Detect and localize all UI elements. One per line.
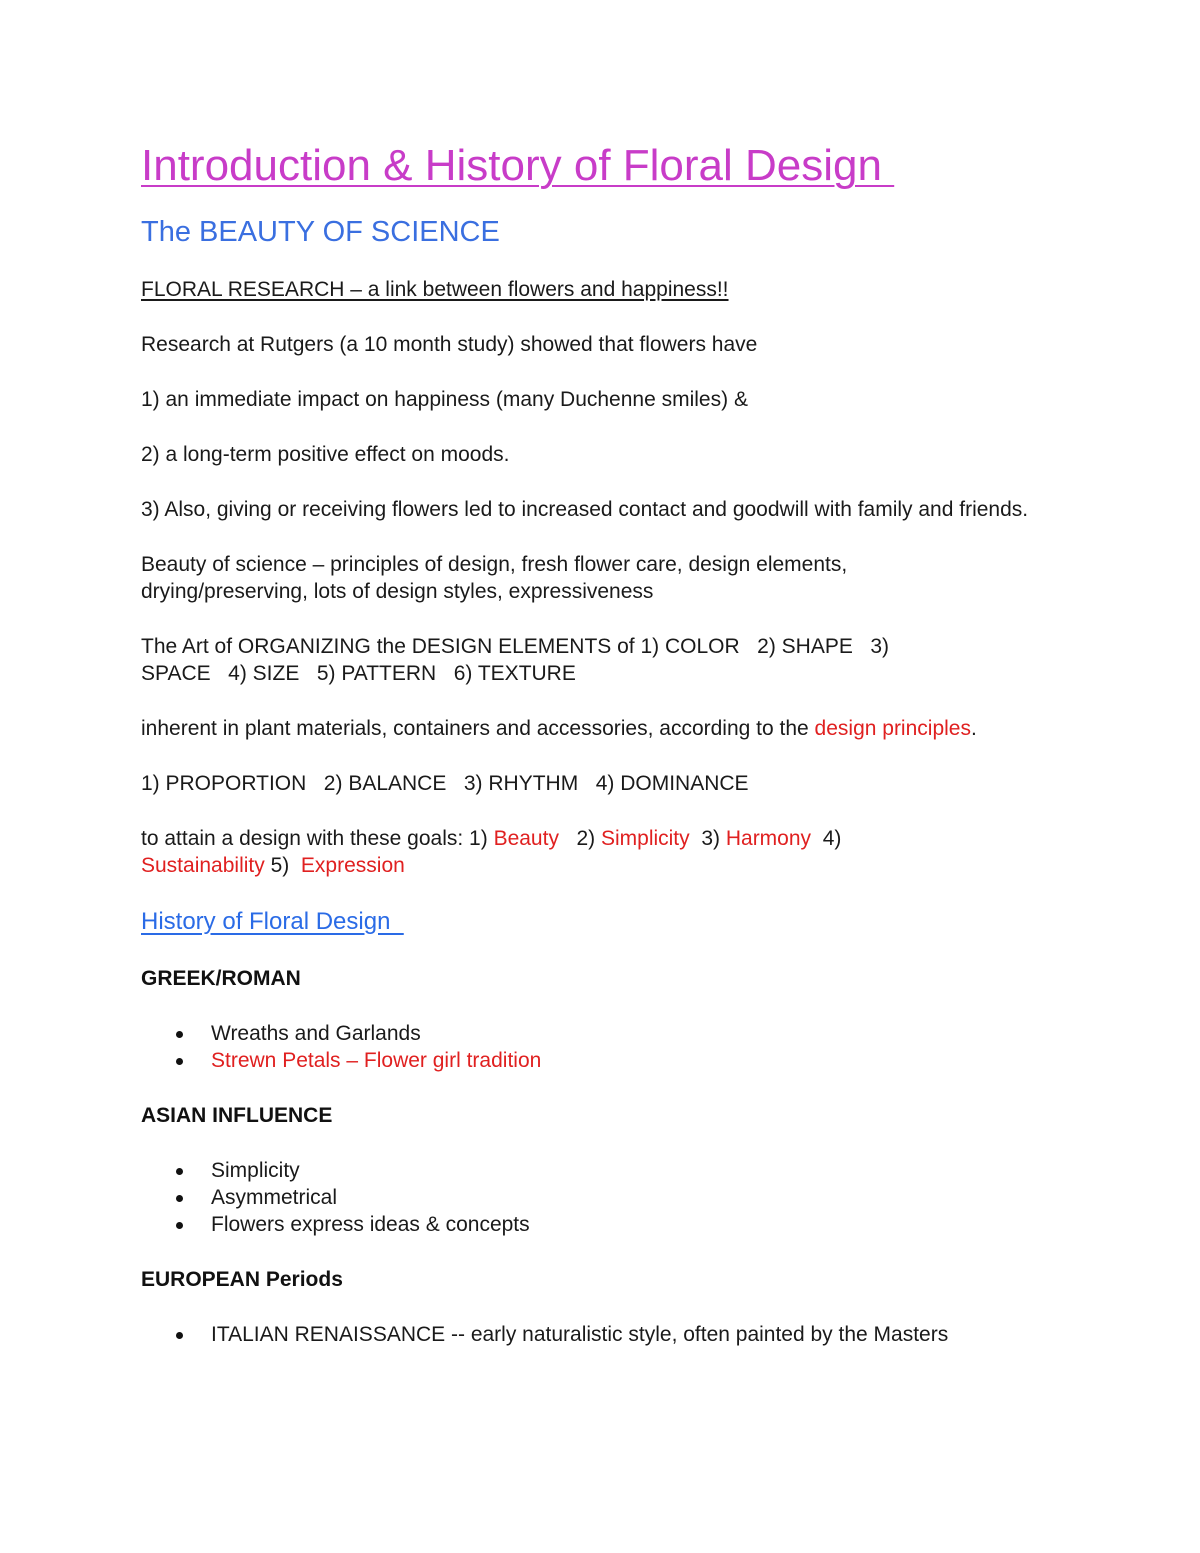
research-intro: Research at Rutgers (a 10 month study) showed that flowers have [141, 332, 758, 356]
inherent-text [141, 715, 981, 742]
bullet-icon [176, 1168, 183, 1175]
design-principles-highlight: design principles [814, 716, 971, 740]
document-subtitle: The BEAUTY OF SCIENCE [141, 215, 500, 248]
research-heading: FLORAL RESEARCH – a link between flowers and happiness!! [141, 277, 729, 301]
goal-sustainability: Sustainability [141, 853, 265, 877]
list-item-text: ITALIAN RENAISSANCE -- early naturalistic style, often painted by the Masters [211, 1322, 949, 1346]
list-item [141, 1157, 1071, 1184]
list-item [141, 1020, 1071, 1047]
list-item [141, 1047, 1071, 1074]
goals-sep-3: 3) [689, 826, 726, 850]
design-elements-line-2: SPACE 4) SIZE 5) PATTERN 6) TEXTURE [141, 661, 576, 685]
document-title: Introduction & History of Floral Design [141, 141, 895, 190]
design-elements-text [141, 633, 1071, 687]
finding-2: 2) a long-term positive effect on moods. [141, 442, 510, 466]
finding-1: 1) an immediate impact on happiness (many Duchenne smiles) & [141, 387, 748, 411]
inherent-text-main: inherent in plant materials, containers and accessories, according to the [141, 716, 815, 740]
inherent-text-end: . [970, 716, 977, 740]
european-periods-list [141, 1321, 1071, 1348]
goal-harmony: Harmony [725, 826, 812, 850]
goal-beauty: Beauty [493, 826, 559, 850]
design-elements-line-1: The Art of ORGANIZING the DESIGN ELEMENTS of 1) COLOR 2) SHAPE 3) [141, 634, 890, 658]
history-heading-link[interactable]: History of Floral Design [141, 907, 404, 935]
goals-text [141, 825, 961, 879]
bullet-icon [176, 1222, 183, 1229]
bullet-icon [176, 1195, 183, 1202]
greek-roman-list [141, 1020, 1071, 1074]
list-item-text: Asymmetrical [211, 1185, 338, 1209]
list-item [141, 1321, 1071, 1348]
finding-3: 3) Also, giving or receiving flowers led to increased contact and goodwill with family and friends. [141, 497, 1029, 521]
bullet-icon [176, 1031, 183, 1038]
document-page [141, 140, 1071, 1348]
section-heading-greek-roman: GREEK/ROMAN [141, 966, 301, 990]
goal-simplicity: Simplicity [600, 826, 690, 850]
bullet-icon [176, 1332, 183, 1339]
list-item-text: Flowers express ideas & concepts [211, 1212, 530, 1236]
beauty-of-science-text: Beauty of science – principles of design, fresh flower care, design elements, drying/preserving, lots of design styles, expressiveness [141, 552, 848, 603]
bullet-icon [176, 1058, 183, 1065]
list-item-text: Simplicity [211, 1158, 300, 1182]
goals-sep-4: 4) [811, 826, 842, 850]
principles-list: 1) PROPORTION 2) BALANCE 3) RHYTHM 4) DOMINANCE [141, 771, 749, 795]
list-item [141, 1211, 1071, 1238]
asian-influence-list [141, 1157, 1071, 1238]
goals-intro: to attain a design with these goals: 1) [141, 826, 494, 850]
goals-sep-2: 2) [558, 826, 601, 850]
list-item-text: Strewn Petals – Flower girl tradition [211, 1048, 542, 1072]
list-item [141, 1184, 1071, 1211]
goal-expression: Expression [300, 853, 405, 877]
goals-sep-5: 5) [264, 853, 301, 877]
section-heading-european-periods: EUROPEAN Periods [141, 1267, 343, 1291]
list-item-text: Wreaths and Garlands [211, 1021, 421, 1045]
section-heading-asian-influence: ASIAN INFLUENCE [141, 1103, 333, 1127]
